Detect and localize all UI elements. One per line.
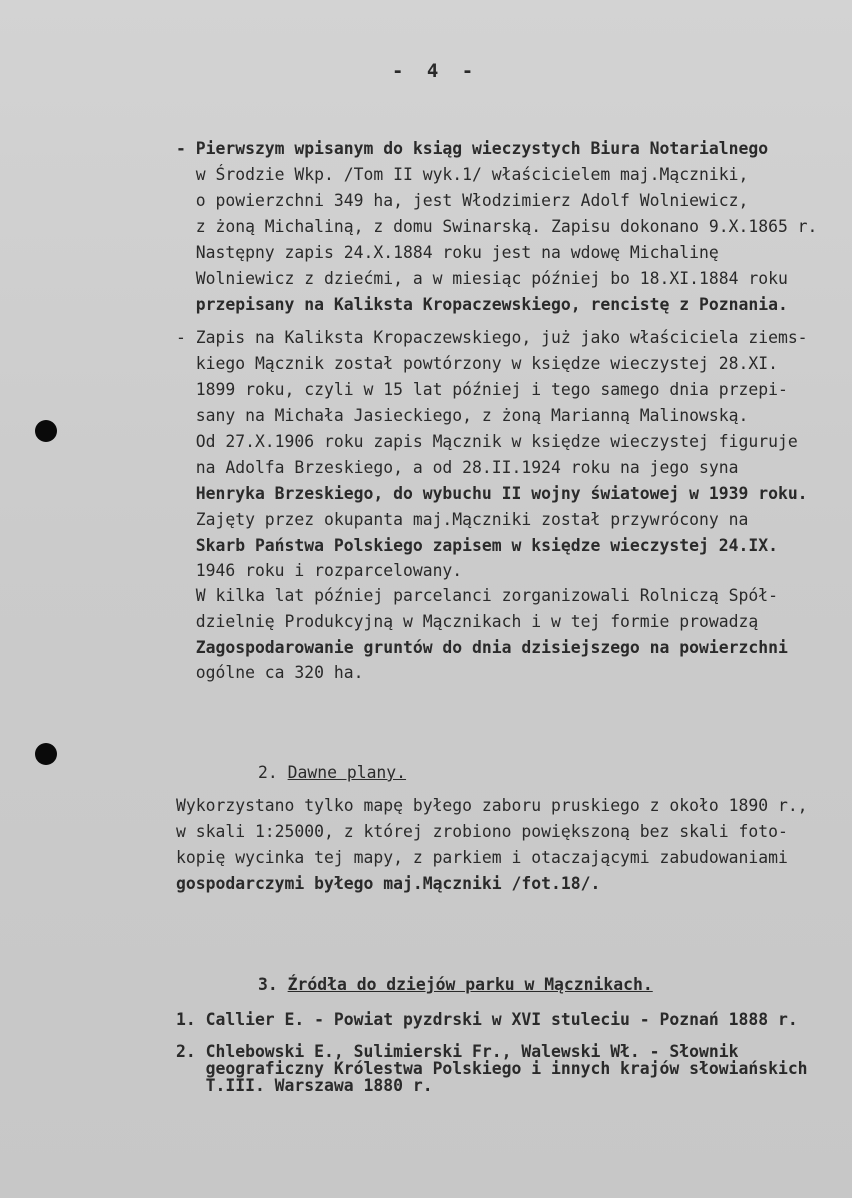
source-item: 1. Callier E. - Powiat pyzdrski w XVI stuleciu - Poznań 1888 r. xyxy=(176,1010,798,1029)
text-line: Od 27.X.1906 roku zapis Mącznik w księdze wieczystej figuruje xyxy=(176,432,798,451)
source-item: 2. Chlebowski E., Sulimierski Fr., Walewski Wł. - Słownik xyxy=(176,1042,739,1061)
text-line: - Pierwszym wpisanym do ksiąg wieczystych Biura Notarialnego xyxy=(176,139,769,158)
text-line: kiego Mącznik został powtórzony w księdze wieczystej 28.XI. xyxy=(176,354,778,373)
text-line: - Zapis na Kaliksta Kropaczewskiego, już jako właściciela ziems- xyxy=(176,328,808,347)
source-item: geograficzny Królestwa Polskiego i innych krajów słowiańskich xyxy=(176,1059,808,1078)
section-heading xyxy=(258,763,406,783)
text-line: Wykorzystano tylko mapę byłego zaboru pruskiego z około 1890 r., xyxy=(176,796,808,815)
text-line: sany na Michała Jasieckiego, z żoną Marianną Malinowską. xyxy=(176,406,749,425)
text-line: w Środzie Wkp. /Tom II wyk.1/ właścicielem maj.Mączniki, xyxy=(176,165,749,184)
text-line: dzielnię Produkcyjną w Mącznikach i w tej formie prowadzą xyxy=(176,612,759,631)
page-number: - 4 - xyxy=(392,60,480,82)
text-line: o powierzchni 349 ha, jest Włodzimierz Adolf Wolniewicz, xyxy=(176,191,749,210)
section-number: 3. xyxy=(258,975,278,994)
text-line: 1899 roku, czyli w 15 lat później i tego samego dnia przepi- xyxy=(176,380,788,399)
text-line: Następny zapis 24.X.1884 roku jest na wdowę Michalinę xyxy=(176,243,719,262)
binder-hole xyxy=(35,420,57,442)
text-line: na Adolfa Brzeskiego, a od 28.II.1924 roku na jego syna xyxy=(176,458,739,477)
text-line: przepisany na Kaliksta Kropaczewskiego, rencistę z Poznania. xyxy=(176,295,788,314)
section-number: 2. xyxy=(258,763,278,782)
text-line: w skali 1:25000, z której zrobiono powiększoną bez skali foto- xyxy=(176,822,788,841)
text-line: Zajęty przez okupanta maj.Mączniki został przywrócony na xyxy=(176,510,749,529)
text-line: W kilka lat później parcelanci zorganizowali Rolniczą Spół- xyxy=(176,586,778,605)
section-title: Dawne plany. xyxy=(287,763,407,782)
text-line: ogólne ca 320 ha. xyxy=(176,663,364,682)
section-heading xyxy=(258,975,653,995)
text-line: Skarb Państwa Polskiego zapisem w księdze wieczystej 24.IX. xyxy=(176,536,778,555)
text-line: gospodarczymi byłego maj.Mączniki /fot.18/. xyxy=(176,874,601,893)
source-item: T.III. Warszawa 1880 r. xyxy=(176,1076,433,1095)
text-line: Henryka Brzeskiego, do wybuchu II wojny światowej w 1939 roku. xyxy=(176,484,808,503)
binder-hole xyxy=(35,743,57,765)
section-title: Źródła do dziejów parku w Mącznikach. xyxy=(287,975,653,994)
text-line: z żoną Michaliną, z domu Swinarską. Zapisu dokonano 9.X.1865 r. xyxy=(176,217,818,236)
text-line: Zagospodarowanie gruntów do dnia dzisiejszego na powierzchni xyxy=(176,638,788,657)
text-line: kopię wycinka tej mapy, z parkiem i otaczającymi zabudowaniami xyxy=(176,848,788,867)
text-line: 1946 roku i rozparcelowany. xyxy=(176,561,463,580)
text-line: Wolniewicz z dziećmi, a w miesiąc później bo 18.XI.1884 roku xyxy=(176,269,788,288)
